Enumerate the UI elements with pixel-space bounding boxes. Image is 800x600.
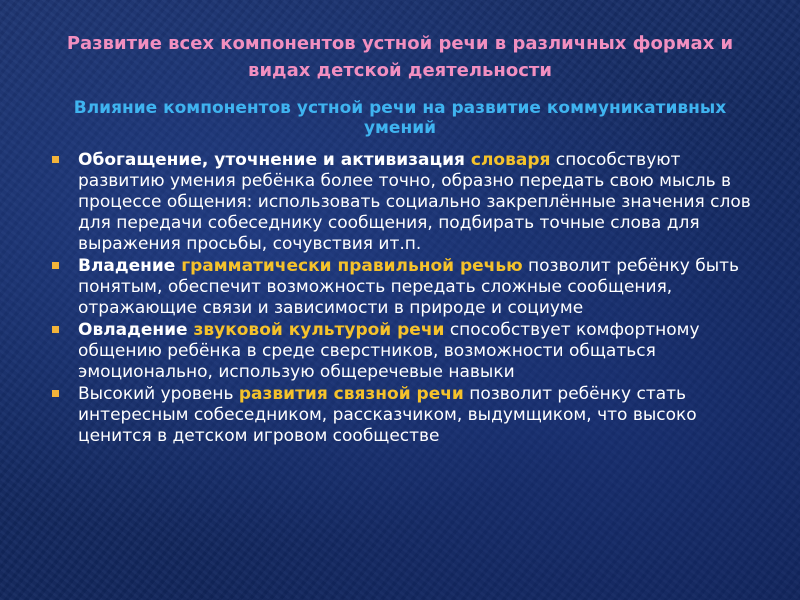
bullet-lead: Обогащение, уточнение и активизация	[78, 150, 471, 170]
bullet-highlight: словаря	[470, 150, 551, 170]
square-bullet-icon	[52, 326, 59, 333]
bullet-plain-lead: Высокий уровень	[78, 384, 239, 404]
square-bullet-icon	[52, 262, 59, 269]
bullet-item-sound-culture	[52, 320, 752, 383]
bullet-text: способствуют развитию умения ребёнка более точно, образно передать свою мысль в процессе общения: использовать социально закреплённые значения слов для передачи собеседнику сообщения, подбирать точные слова для выражения просьбы, сочувствия ит.п.	[78, 150, 751, 254]
bullet-item-coherent-speech	[52, 384, 752, 447]
bullet-text: позволит ребёнку быть понятым, обеспечит возможность передать сложные сообщения, отражающие связи и зависимости в природе и социуме	[78, 256, 740, 318]
bullet-lead: Владение	[78, 256, 182, 276]
bullet-item-vocabulary	[52, 150, 752, 255]
slide-title: Развитие всех компонентов устной речи в различных формах и видах детской деятельности	[66, 33, 734, 81]
bullet-item-grammar	[52, 256, 752, 319]
bullet-lead: Овладение	[78, 320, 194, 340]
bullet-text: позволит ребёнку стать интересным собеседником, рассказчиком, выдумщиком, что высоко ценится в детском игровом сообществе	[78, 384, 697, 446]
slide-subtitle: Влияние компонентов устной речи на развитие коммуникативных умений	[73, 98, 727, 138]
bullet-highlight: развития связной речи	[238, 384, 464, 404]
square-bullet-icon	[52, 390, 59, 397]
bullet-highlight: звуковой культурой речи	[193, 320, 445, 340]
bullet-highlight: грамматически правильной речью	[181, 256, 523, 276]
square-bullet-icon	[52, 156, 59, 163]
bullet-list	[52, 150, 752, 448]
bullet-text: способствует комфортному общению ребёнка в среде сверстников, возможности общаться эмоционально, использую общеречевые навыки	[78, 320, 700, 382]
